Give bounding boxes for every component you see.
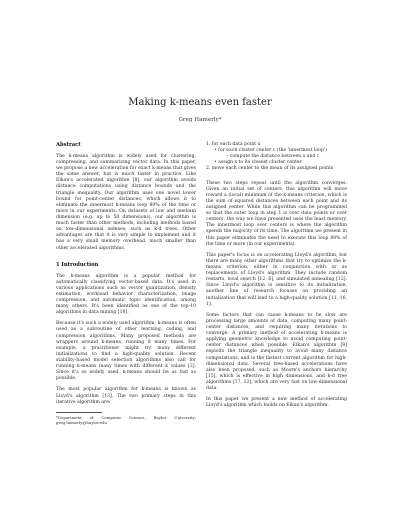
footnote-rule xyxy=(56,412,102,413)
abstract-heading: Abstract xyxy=(56,142,81,148)
intro-paragraph-3: The most popular algorithm for k-means is known as Lloyd's algorithm [13]. The two primary steps in this iterative algorithm are: xyxy=(56,387,196,405)
right-paragraph-2: This paper's focus is on accelerating Lloyd's algorithm, but there are many other algorithms that try to optimize the k-means criterion, either in conjunction with or as replacements of Lloyd's algorithm. They include random restarts, local search [12, 6], and simulated annealing [12]. Since Lloyd's algorithm is sensitive to its initialization, another line of research focuses on providing an initialization that will lead to a high-quality solution [11, 16, 1]. xyxy=(206,252,347,307)
left-column xyxy=(56,142,196,425)
right-paragraph-3: Some factors that can cause k-means to be slow are processing large amounts of data, computing many point-center distances, and requiring many iterations to converge. A primary method of accelerating k-means is applying geometric knowledge to avoid computing point-center distances when possible. Elkan's algorithm [8] exploits the triangle inequality to avoid many distance computations, and is the fastest current algorithm for high-dimensional data. Several tree-based accelerations have also been proposed, such as Moore's anchors hierarchy [15], which is effective in high dimensions, and k-d tree algorithms [17, 12], which are very fast on low-dimensional data. xyxy=(206,312,347,392)
algorithm-step-1b: • assign x to its closest cluster center xyxy=(214,160,302,166)
right-paragraph-1: These two steps repeat until the algorithm converges. Given an initial set of centers, this algorithm will move toward a (local) minimum of the k-means criterion, which is the sum of squared distances between each point and its assigned center. While this algorithm can be programmed so that the outer loop in step 1 is over data points or over centers, the way we have presented uses the least memory. The innermost loop over centers is where the algorithm spends the majority of its time. The algorithm we present in this paper eliminates the need to execute this loop 80% of the time or more (in our experiments). xyxy=(206,180,347,247)
algorithm-step-2: 2. move each center to the mean of its assigned points xyxy=(206,166,334,172)
intro-paragraph-2: Because it's such a widely used algorithm, k-means is often used as a subroutine of other learning, coding, and compression algorithms. Many proposed methods are wrappers around k-means, running it many times. For example, a practitioner might try many different initializations to find a high-quality solution. Recent stability-based model selection algorithms also call for running k-means many times with different k values [2]. Since it's so widely used, k-means should be as fast as possible. xyxy=(56,321,196,382)
abstract-text: The k-means algorithm is widely used for clustering, compressing, and summarizing vector data. In this paper, we propose a new acceleration for exact k-means that gives the same answer, but is much faster in practice. Like Elkan's accelerated algorithm [8], our algorithm avoids distance computations using distance bounds and the triangle inequality. Our algorithm uses one novel lower bound for point-center distances, which allows it to eliminate the innermost k-means loop 80% of the time or more in our experiments. On datasets of low and medium dimension (e.g. up to 50 dimensions), our algorithm is much faster than other methods, including methods based on low-dimensional indexes, such as k-d trees. Other advantages are that it is very simple to implement and it has a very small memory overhead, much smaller than other accelerated algorithms. xyxy=(56,153,196,251)
algorithm-step-1a-i: – compute the distance between x and c xyxy=(226,154,320,160)
intro-paragraph-1: The k-means algorithm is a popular method for automatically classifying vector-based data. It's used in various applications such as vector quantization, density estimation, workload behavior characterization, image compression, and automatic topic identification, among many others. It's been identified as one of the top-10 algorithms in data mining [18]. xyxy=(56,273,196,316)
paper-author: Greg Hamerly* xyxy=(178,117,222,123)
footnote: *Department of Computer Science, Baylor University; greg.hamerly@baylor.edu xyxy=(56,414,196,425)
right-column xyxy=(206,142,347,414)
introduction-heading: 1 Introduction xyxy=(56,261,99,268)
algorithm-steps xyxy=(206,142,347,173)
right-paragraph-4: In this paper we present a new method of accelerating Lloyd's algorithm which builds on Elkan's algorithm. xyxy=(206,397,347,409)
algorithm-step-1a: • for each cluster center c (the 'innermost loop') xyxy=(214,148,327,154)
paper-title: Making k-means even faster xyxy=(128,97,272,108)
algorithm-step-1: 1. for each data point x xyxy=(206,142,261,147)
